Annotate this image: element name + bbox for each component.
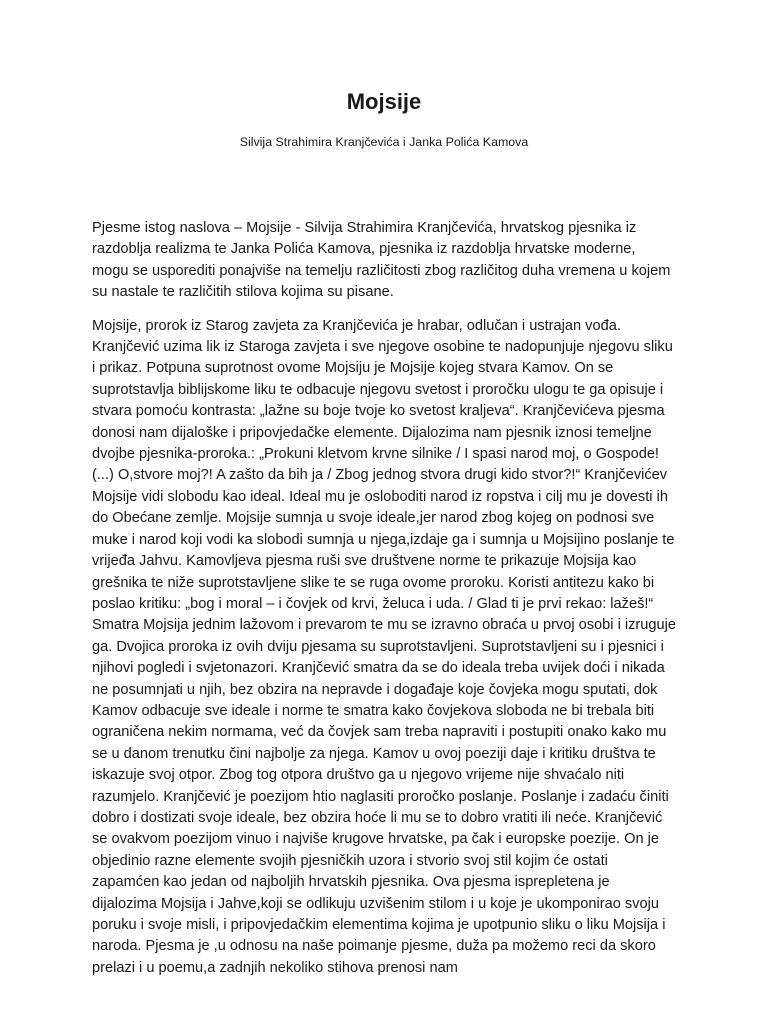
- document-title: Mojsije: [346, 89, 422, 114]
- paragraph-comparison: Mojsije, prorok iz Starog zavjeta za Kranjčevića je hrabar, odlučan i ustrajan vođa. Kranjčević uzima lik iz Staroga zavjeta i sve njegove osobine te nadopunjuje njegovu sliku i prikaz. Potpuna suprotnost ovome Mojsiju je Mojsije kojeg stvara Kamov. On se suprotstavlja biblijskome liku te odbacuje njegovu svetost i proročku ulogu te ga opisuje i stvara pomoću kontrasta: „lažne su boje tvoje ko svetost kraljeva“. Kranjčevićeva pjesma donosi nam dijaloške i pripovjedačke elemente. Dijalozima nam pjesnik iznosi temeljne dvojbe pjesnika-proroka.: „Prokuni kletvom krvne silnike / I spasi narod moj, o Gospode! (...) O,stvore moj?! A zašto da bih ja / Zbog jednog stvora drugi kido stvor?!“ Kranjčevićev Mojsije vidi slobodu kao ideal. Ideal mu je osloboditi narod iz ropstva i cilj mu je dovesti ih do Obećane zemlje. Mojsije sumnja u svoje ideale,jer narod zbog kojeg on podnosi sve muke i narod koji vodi ka slobodi sumnja u njega,izdaje ga i sumnja u Mojsijino poslanje te vrijeđa Jahvu. Kamovljeva pjesma ruši sve društvene norme te prikazuje Mojsija kao grešnika te niže suprotstavljene slike te se ruga ovome proroku. Koristi antitezu kako bi poslao kritiku: „bog i moral – i čovjek od krvi, želuca i uda. / Glad ti je prvi rekao: lažeš!“ Smatra Mojsija jednim lažovom i prevarom te mu se izravno obraća u prvoj osobi i izruguje ga. Dvojica proroka iz ovih dviju pjesama su suprotstavljeni. Suprotstavljeni su i pjesnici i njihovi pogledi i svjetonazori. Kranjčević smatra da se do ideala treba uvijek doći i nikada ne posumnjati u njih, bez obzira na nepravde i događaje koje čovjeka mogu sputati, dok Kamov odbacuje sve ideale i norme te smatra kako čovjekova sloboda ne bi trebala biti ograničena nekim normama, već da čovjek sam treba napraviti i postupiti onako kako mu se u danom trenutku čini najbolje za njega. Kamov u ovoj poeziji daje i kritiku društva te iskazuje svoj otpor. Zbog tog otpora društvo ga u njegovo vrijeme nije shvaćalo niti razumjelo. Kranjčević je poezijom htio naglasiti proročko poslanje. Poslanje i zadaću činiti dobro i dostizati svoje ideale, bez obzira hoće li mu se to dobro vratiti ili neće. Kranjčević se ovakvom poezijom vinuo i najviše krugove hrvatske, pa čak i europske poezije. On je objedinio razne elemente svojih pjesničkih uzora i stvorio svoj stil kojim će ostati zapamćen kao jedan od najboljih hrvatskih pjesnika. Ova pjesma isprepletena je dijalozima Mojsija i Jahve,koji se odlikuju uzvišenim stilom i u koje je ukomponirao svoju poruku i svoje misli, i pripovjedačkim elementima kojima je upotpunio sliku o liku Mojsija i naroda. Pjesma je ,u odnosu na naše poimanje pjesme, duža pa možemo reci da skoro prelazi i u poemu,a zadnjih nekoliko stihova prenosi nam: [92, 317, 676, 976]
- paragraph-intro: Pjesme istog naslova – Mojsije - Silvija Strahimira Kranjčevića, hrvatskog pjesnika iz razdoblja realizma te Janka Polića Kamova, pjesnika iz razdoblja hrvatske moderne, mogu se usporediti ponajviše na temelju različitosti zbog različitog duha vremena u kojem su nastale te različitih stilova kojima su pisane.: [92, 220, 671, 301]
- document-body: [92, 218, 676, 979]
- document-subtitle: Silvija Strahimira Kranjčevića i Janka Polića Kamova: [239, 135, 529, 149]
